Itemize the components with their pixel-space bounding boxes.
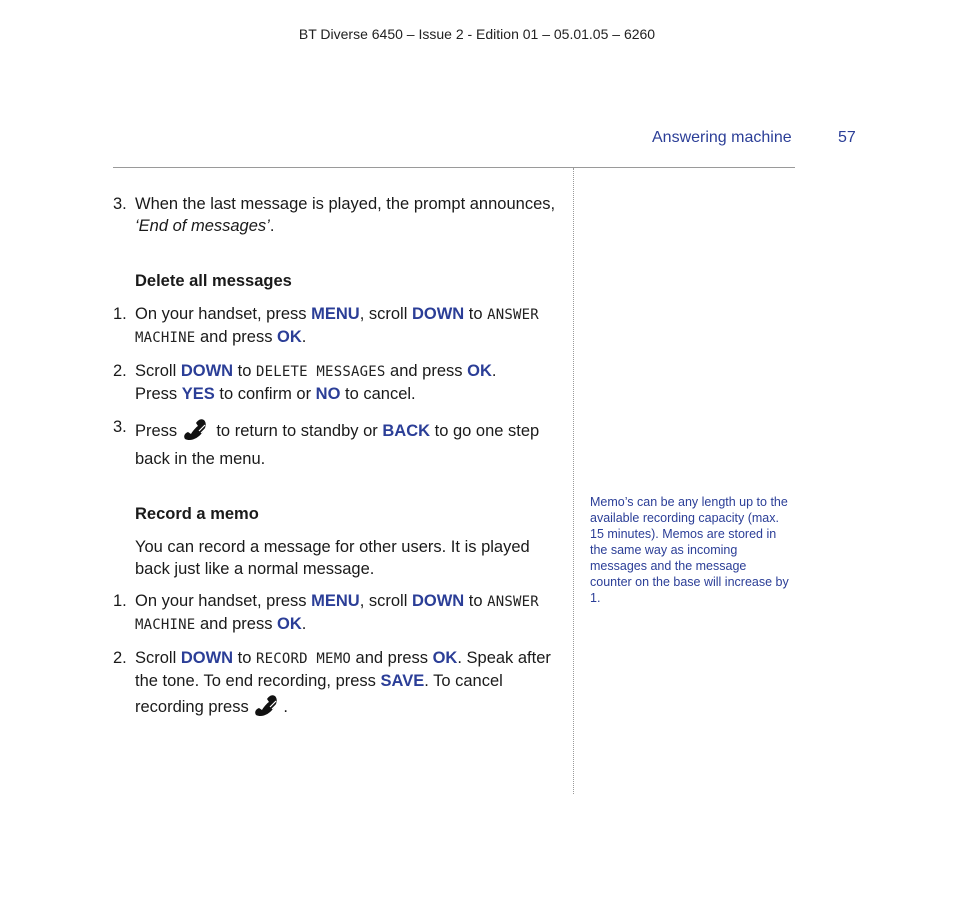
end-call-icon xyxy=(182,416,212,448)
end-call-icon xyxy=(253,692,283,724)
key-down: DOWN xyxy=(411,592,465,610)
step-text: On your handset, press MENU, scroll DOWN to ANSWER MACHINE and press OK. xyxy=(135,305,539,346)
delete-all-heading: Delete all messages xyxy=(135,272,292,290)
key-save: SAVE xyxy=(380,672,425,690)
display-text: DELETE MESSAGES xyxy=(256,364,386,380)
key-back: BACK xyxy=(382,422,431,440)
display-text: ANSWER MACHINE xyxy=(135,307,539,346)
memo-step-1 xyxy=(113,590,559,636)
document-reference: BT Diverse 6450 – Issue 2 - Edition 01 – 05.01.05 – 6260 xyxy=(298,26,656,42)
section-title: Answering machine xyxy=(652,129,792,146)
display-text: ANSWER MACHINE xyxy=(135,594,539,633)
key-no: NO xyxy=(315,385,341,403)
step-text: On your handset, press MENU, scroll DOWN to ANSWER MACHINE and press OK. xyxy=(135,592,539,633)
delete-step-3 xyxy=(113,416,559,470)
main-column xyxy=(113,193,559,724)
delete-step-1 xyxy=(113,303,559,349)
play-step-3 xyxy=(113,193,559,237)
key-ok: OK xyxy=(432,649,458,667)
step-number: 2. xyxy=(113,649,127,667)
step-text: Scroll DOWN to RECORD MEMO and press OK. Speak after the tone. To end recording, press SAVE. To cancel recording press . xyxy=(135,647,559,724)
step-number: 1. xyxy=(113,305,127,323)
key-down: DOWN xyxy=(180,362,234,380)
step-text: Scroll DOWN to DELETE MESSAGES and press OK. Press YES to confirm or NO to cancel. xyxy=(135,362,497,403)
memo-side-note: Memo’s can be any length up to the available recording capacity (max. 15 minutes). Memos are stored in the same way as incoming messages and the message counter on the base will increase by 1. xyxy=(590,495,789,605)
page-number: 57 xyxy=(838,129,856,146)
key-down: DOWN xyxy=(411,305,465,323)
key-menu: MENU xyxy=(311,305,360,323)
memo-step-2 xyxy=(113,647,559,724)
step-number: 2. xyxy=(113,362,127,380)
key-menu: MENU xyxy=(311,592,360,610)
key-yes: YES xyxy=(181,385,215,403)
column-divider xyxy=(573,168,574,794)
step-number: 1. xyxy=(113,592,127,610)
step-text: Press to return to standby or BACK to go one step back in the menu. xyxy=(135,416,559,470)
key-ok: OK xyxy=(277,615,302,633)
display-text: RECORD MEMO xyxy=(256,651,351,667)
header-rule xyxy=(113,167,795,168)
prompt-quote: ‘End of messages’ xyxy=(135,217,270,235)
delete-step-2 xyxy=(113,360,559,405)
step-text: When the last message is played, the prompt announces, ‘End of messages’. xyxy=(135,195,556,235)
step-number: 3. xyxy=(113,195,127,213)
record-memo-intro: You can record a message for other users. It is played back just like a normal message. xyxy=(135,538,530,578)
key-ok: OK xyxy=(467,362,492,380)
record-memo-heading: Record a memo xyxy=(135,505,259,523)
key-down: DOWN xyxy=(180,649,234,667)
key-ok: OK xyxy=(277,328,302,346)
step-number: 3. xyxy=(113,418,127,436)
